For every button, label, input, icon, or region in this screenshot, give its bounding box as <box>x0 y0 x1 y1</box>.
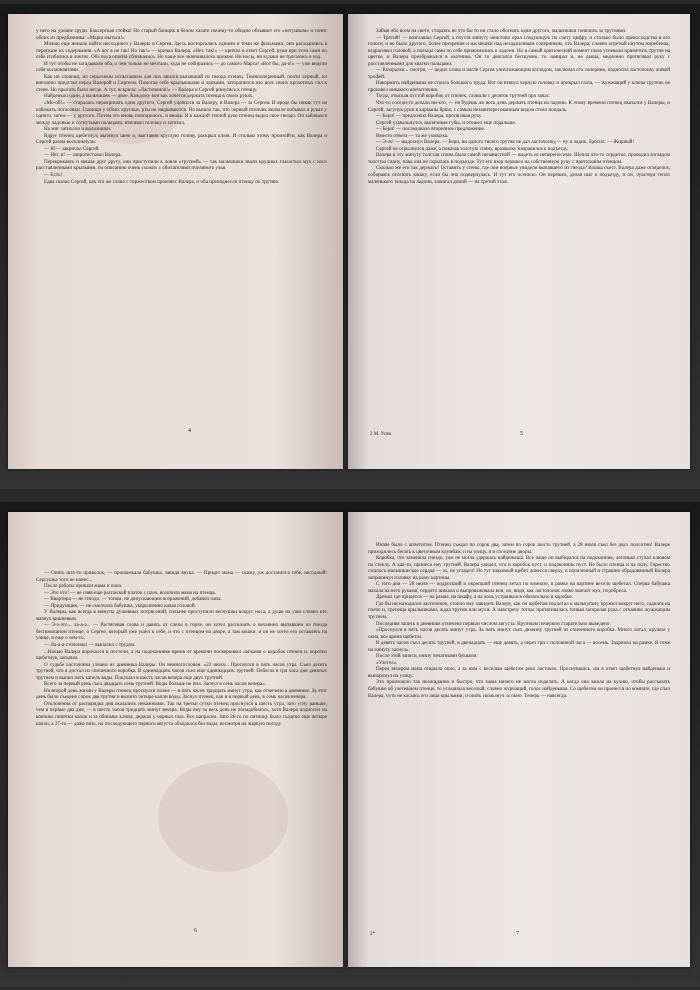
page-7-text <box>368 542 670 699</box>
paragraph: На миг затихали и мальчишки. <box>44 126 112 133</box>
page-6-text <box>36 570 327 727</box>
paragraph: О судьбе ласточонка узнаем из дневника Валеры. Он немногословен. «23 июля... Проснулся в пять часов утра. Съел десять трутней, что я достал из спичечного коробка. В одиннадцать часов съел еще одиннадцать трутней. Побегал в три часа дня девятых трутнем и выпил пять капель воды. Покушал в шесть часов вечера еще двух трутней. <box>36 661 327 681</box>
paragraph: В девять часов съел десять трутней, в двенадцать — еще девять, а через три с половиной часа — восемь. Задремал на рамке. Я тоже на минуту заснул». <box>368 640 670 653</box>
paragraph: Отклонения от распорядка дня оказались неважными. Так на третьи сутки птенец проснулся в шесть утра, зато усну раньше, чем в первые два дня, — в шесть часов тридцать минут вечера. Воды ему за весь день не понадобилось, хотя Валера подносил на кончике пипетки капли и за обнимке клюву, держал у черных глаз. Все напрасно. Зато 26-го по пятницу было съедено еще четыре капли, а 27-го — даже пять, но последующего первого августа обходился без воды, несмотря на жаркую погоду. <box>36 700 327 727</box>
bottom-book-spread <box>0 502 700 987</box>
paragraph: — Это что! — не сняв еще распиской платок с плеч, возопила мама на птенца. <box>44 589 216 596</box>
page-5 <box>348 14 690 469</box>
paragraph: — Разорался... смотри, — цедил слова и нагле Сергея уничтожающим взглядом, заключал его соперник, подносил ласточонку живой трофей. <box>368 67 670 80</box>
paragraph: Последняя запись в дневнике отмечена первым числом августа. Крупным почерком старательно выведено: <box>376 620 611 627</box>
paragraph: «Мо-ой!» — старалась перекричать один другого, Сергей уцепился за Валеру, в Валера — за Сергея. И вроде бы никак тут не избежать потасовки. Глазищи у обоих круглые, рты не закрываются. Но вышло так, что черный птенчик вначале побывал в руках у одного, затем — у другого. Потом это вновь повторилось, и вновь. И в каждой теплой руке птенец видел свое гнездо. Он забивался между ладонью и согнутыми пальцами, втягивал головку и затихал. <box>36 100 327 126</box>
paragraph: — Я!— закричал Сергей. <box>44 145 100 152</box>
paragraph: — Квартира — не гнездо, — тоном, не допускающим возражений, добавил папа. <box>44 596 222 603</box>
paragraph: Где бы ни находился ласточонок, стоило ему завидеть Валеру, как он щебетом подлетал к мальчугану, кружил вокруг него, садился на плечо и, трепеща крылышками, ждал трутня или мухи. А навстречу тотчас протягивалась тонкая загорелая рука с отчаянно жужжащим трутнем. <box>368 600 670 621</box>
paragraph: С того дня — 28 июля — подросший и окрепший птенец летал по комнате, в рамке на картине весело щебетал. Сперва бабушка махала на него руками, сердито шикала и выпроваживала вон, но, видя, как ласточонок ловко хватает мух, подобрела. <box>368 581 670 594</box>
paragraph: Сергей ухмыльнулся, выпячивая губы, и отошел еще подальше. <box>376 119 516 126</box>
paragraph: Тогда, отыскав пустой коробок от спичек, словили с десяток трутней про запас. <box>376 93 551 100</box>
paragraph: Сколько же его так держать? Оставить у стены, где они впервые увидели выпавшего из гнезда? Кошка съест. Валера даже огляделся, собираясь отогнать кошку, если бы она подвернулась. И тут его осенило. Он перешел, делая шаг к подъезду, и он, чувствуя тепло маленького тельца на ладони, зашагал домой — на третий этаж. <box>368 165 670 185</box>
paragraph: Найденыш один, а мальчишек — двое. Каждому вон как хочется держать птенца в своих руках. <box>44 93 254 100</box>
paragraph: — Есть! <box>44 172 63 179</box>
page-6 <box>8 512 343 967</box>
paragraph: — Третий! — возглашал Сергей, а спустя минуту неистово орал следующую по счету цифру, и столько было превосходства в его голосе, и не было другого, более презрения и насмешки над незадачливым соперником, что Валера, словно огретый кнутом жеребенок, вздрагивал головой, а пальцы сами по себе прижимались к ладони. Но в самый критический момент глаза успевали приметить трутня на цветке, и Валера преображался в охотника. Он то двигался бесшумно, то замирал и, не дыша, медленно протягивал руку с расставленными для хватки пальцами. <box>368 34 670 67</box>
paragraph: «Улетел». <box>376 659 398 666</box>
paragraph: Забыв обо всем на свете, стараясь во что бы то ни стало обогнать один другого, мальчишки гонялись за трутнями. <box>376 28 627 34</box>
page-7 <box>348 512 690 967</box>
paragraph: Перед вечером мама открыла окно, а за ним с веселым щебетом реял ласточек. Проснувшись, им в ответ щебетнул найденыш и выпорхнул на улицу. <box>368 666 670 679</box>
paragraph: Это произошло так неожиданно и быстро, что мама ничего не могла поделать. А когда она зашла на кухню, чтобы рассказать бабушке об улетевшем птенце, то услышала веселый, словно журчащий, голос найденыша. Со щебетом он пронесся по комнате, где спал Валера, чуть не касаясь его лица крыльями, и опять скользнул за окно. Теперь — навсегда. <box>368 679 670 699</box>
paragraph: Перекрикаясь и мешая друг другу, они приступили к ловле «трутней» — так мальчишки звали крупных глазастых мух с косо расставленными крыльями, по описанию очень схожих с обитателями пчелиного улья. <box>36 158 327 172</box>
paragraph: Вдруг птенец щебетнул, вытянул шею и, выставив круглую голову, раскрыл клюв. И столько этому произойти, как Валера и Сергей разом воскликнули: <box>36 132 327 146</box>
paragraph: И тут чтобы не загадывали оба, о чем только не мечтали, куда не собирались — до самого Марса! «Вот бы, да-а!» — уже видели себя космонавтами. <box>36 60 327 74</box>
paragraph: Как ни странно, но серьезным испытанием для них явился выпавший из гнезда птенец. Темнооперенный, почти черный, он внезапно предстал перед Валерой и Сергеем. Помогая себе крылышками и лапками, заторопился изо всех своих крохотных сил к стене. Но прыгать было негде. А тут, вскрича: «Ласточонок!» — Валера и Сергей ринулись к птенцу. <box>36 73 327 93</box>
page-5-text <box>368 28 670 185</box>
paragraph: Едва сказал Сергей, как это же слово с торжеством произнес Валера, и оба преподнесли птенцу по трутню. <box>44 178 280 185</box>
paragraph: На второй день жизни у Валеры птенец проснулся позже — в пять часов тридцать минут утра, как отмечено в дневнике. За этот день было съедено сорок два трутня и выпито четыре капли воды. Заснул птенец, как и в первый день, в семь часов вечера. <box>36 687 327 701</box>
paragraph: у него на уровне груди. Боксерская стойка! Но старый банщик в белом халате почему-то обидно обзывает его «петушком» и гонит обоих из предбанника: «Марш мыться!» <box>36 28 327 41</box>
paragraph: — Нет, я! — запротестовал Валера. <box>44 152 122 159</box>
page-number: 7 <box>516 931 519 937</box>
paragraph: После этой записи, внизу печатными буквами: <box>376 653 478 660</box>
printer-signature: 2 М. Усов <box>370 432 391 437</box>
page-number: 4 <box>188 428 191 434</box>
paragraph: — Э-э-это... ла-а-а... — Растягивая слова и давясь от слезы в горле, он хотел рассказать о нечаянно выпавшем из гнезда беспомощном птенце, о Сергее, который уже ушел к себе, и что с птенцом на дворе, а там кошки, и он не хотел его оставлять на улице, и еще о чем-то. <box>36 622 327 642</box>
paragraph: — Бери! — последовало вторичное предложение. <box>376 126 486 133</box>
paragraph: Что-то соседи-то делали ни-кто, — не будешь же весь день держать птенца на ладони. К этому времени птенец оказался у Валеры, и Сергей, засунув руки в карманы брюк, с самым незаинтересованным видом стоял поодаль. <box>368 100 670 113</box>
paragraph: Всего за первый день съел двадцать семь трутней. Воды больше не пил. Заснул в семь часов вечера». <box>44 681 267 688</box>
paragraph: Накормить найденыша не стоило большого труда. Вот он втянул черную головку и прикрыл глаза, — жужжащий у клюва трутень не произвел никакого впечатления. <box>368 80 670 93</box>
paragraph: Дремал где придется — на рамке, на шкафу, а на ночь устраивался обязательно в коробке. <box>376 594 573 601</box>
paragraph: — Ла-а-а-сточонок! — выпалил с трудом. <box>44 642 136 649</box>
page-4 <box>8 14 343 469</box>
paragraph: Вместо ответа — та же ухмылка. <box>376 132 449 139</box>
top-book-spread <box>0 4 700 489</box>
paragraph: — Придумщик, — не смолчала бабушка, укоризненно качая головой. <box>44 602 196 609</box>
paragraph: Иначе было с аппетитом. Птенец съедал по сорок два, затем по сорок шесть трутней, а 28 июля съел без двух полсотни! Валере приходилось бегать к цветочным клумбам, и на улицу, и в соседние дворы. <box>368 542 670 555</box>
printer-signature: 2* <box>370 932 375 937</box>
page-4-text <box>36 28 327 185</box>
paragraph: У Валеры, как всегда в минуты душевных потрясений, сильнее проступили веснушки вокруг носа, а душе на уши словно кто мазнул вишневым. <box>36 609 327 622</box>
paragraph: «Проснулся в пять часов десять минут утра. За пять минут съел дюжину трутней из спичечного коробка. Много летал, кружил у окна, все время щебетал. <box>368 627 670 640</box>
paper-stain <box>158 762 288 872</box>
paragraph: Валера в эту минуту толстая спина была самой ненавистной — видеть ее непереносимо. Шепча что-то сердитое, проводил взглядом толстую спину, пока она не скрылась в подъезде. Тут его взор перешел на собственную руку с притихшим птенцом. <box>368 152 670 165</box>
paragraph: — Бери! — предложил Валера, протягивая руку. <box>376 113 483 120</box>
paragraph: Можно еще немало найти несходного у Валеры и Сергея. Здесь восторгались одними и теми же фильмами, они расходились в пересказе их содержания. «А вот я не так! Но так!» — кричал Валера. «Нет, так!» — кричал в ответ Сергей, руки при этом сами по себе сгибались в локтях. Оба носа опасно сближались. Но чаще все оканчивалось криком. Ни носы, ни кулаки не трогались в ход. <box>36 41 327 61</box>
paragraph: После работы пришли мама и папа. <box>44 583 123 590</box>
paragraph: — Э-эх! — выдохнул Валера. — Бери, ни одного твоего трутня не дал ласточонку,— ну и ладно, бросил: — Жирный! <box>376 139 635 146</box>
paragraph: ...Ночью Валера ворочался в постели, а на подоконнике время от времени посверкивал лапками о коробок птенец и, коротко щебетнув, засыпал. <box>36 648 327 662</box>
paragraph: — Опять што-то приволок, — прошамкала бабушка, завидя внука. — Придет мама — скажу, уж достанется тебе, негодный! Сергушка того не нанес... <box>36 570 327 583</box>
page-number: 6 <box>194 928 197 934</box>
paragraph: Коробка, что заменила гнездо, уже не могла удержать найденыша. Все чаще он выбирался на подоконник, легонько стучал клювом по стеклу. А как-то, принеся ему трутней, Валера увидел, что и коробок пуст, и подоконник пуст. Не было птенца и на полу. Горестно сжалось мальчишеское сердце — эх, не углядел! Но тут знакомый щебет донесся сверху, и изумленный и страшно обрадованный Валера запрокинул головку на раму картины. <box>368 555 670 581</box>
paragraph: Сергей не огрызнулся даже, а показав толстую спину, вразвалку направился к подъезду. <box>376 145 569 152</box>
page-number: 5 <box>520 431 523 437</box>
